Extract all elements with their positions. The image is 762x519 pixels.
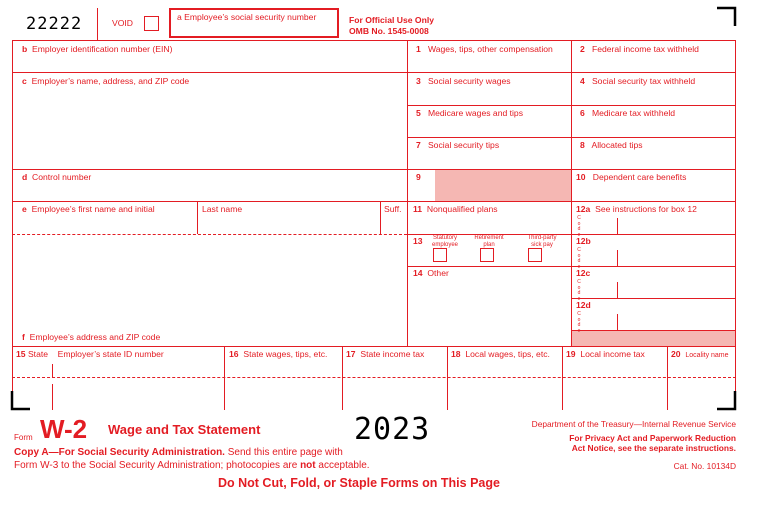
box-18-label: 18 Local wages, tips, etc. bbox=[451, 349, 550, 359]
box-5-label: 5 Medicare wages and tips bbox=[416, 108, 524, 118]
suffix-label: Suff. bbox=[384, 204, 402, 214]
box-3-label: 3 Social security wages bbox=[416, 76, 511, 86]
department-label: Department of the Treasury—Internal Revenue Service bbox=[531, 419, 736, 429]
box-10-label: 10 Dependent care benefits bbox=[576, 172, 687, 182]
box-12d-label: 12d bbox=[576, 300, 591, 310]
statutory-employee-label: Statutory employee bbox=[431, 235, 458, 248]
box-f-label: f Employee’s address and ZIP code bbox=[22, 332, 161, 342]
code-12b: C o d e bbox=[577, 247, 581, 270]
control-code: 22222 bbox=[26, 14, 83, 34]
box-7-label: 7 Social security tips bbox=[416, 140, 500, 150]
official-use-label: For Official Use Only bbox=[349, 15, 435, 25]
box-d-label: d Control number bbox=[22, 172, 92, 182]
box-14-label: 14 Other bbox=[413, 268, 449, 278]
ssn-box[interactable] bbox=[169, 8, 339, 38]
box-11-label: 11 Nonqualified plans bbox=[413, 204, 498, 214]
box-b-label: b Employer identification number (EIN) bbox=[22, 44, 173, 54]
box-12c-label: 12c bbox=[576, 268, 591, 278]
corner-mark-bottom-left bbox=[10, 391, 30, 411]
code-12a: C o d e bbox=[577, 215, 581, 238]
catalog-number: Cat. No. 10134D bbox=[673, 461, 736, 471]
box-9-shade bbox=[435, 170, 571, 201]
corner-mark-top-right bbox=[717, 6, 737, 26]
privacy-notice-1: For Privacy Act and Paperwork Reduction bbox=[569, 433, 736, 443]
box-e-label: e Employee’s first name and initial bbox=[22, 204, 155, 214]
statutory-employee-checkbox[interactable] bbox=[433, 248, 447, 262]
tax-year: 2023 bbox=[354, 412, 431, 447]
box-9-label: 9 bbox=[416, 172, 421, 182]
box-17-label: 17 State income tax bbox=[346, 349, 425, 359]
third-party-sick-pay-checkbox[interactable] bbox=[528, 248, 542, 262]
copy-a-line-2: Form W-3 to the Social Security Administration; photocopies are not acceptable. bbox=[14, 460, 370, 471]
box-8-label: 8 Allocated tips bbox=[580, 140, 643, 150]
box-4-label: 4 Social security tax withheld bbox=[580, 76, 696, 86]
box-1-label: 1 Wages, tips, other compensation bbox=[416, 44, 553, 54]
box-12b-label: 12b bbox=[576, 236, 591, 246]
omb-number: OMB No. 1545-0008 bbox=[349, 26, 429, 36]
retirement-plan-checkbox[interactable] bbox=[480, 248, 494, 262]
corner-mark-bottom-right bbox=[717, 391, 737, 411]
form-name: W-2 bbox=[40, 414, 88, 444]
privacy-notice-2: Act Notice, see the separate instructions. bbox=[571, 443, 736, 453]
retirement-plan-label: Retirement plan bbox=[474, 235, 504, 248]
code-12c: C o d e bbox=[577, 279, 581, 302]
box-c-label: c Employer’s name, address, and ZIP code bbox=[22, 76, 190, 86]
box-15-label: 15 State Employer’s state ID number bbox=[16, 349, 164, 359]
box-12a-label: 12a See instructions for box 12 bbox=[576, 204, 697, 214]
control-code-box bbox=[12, 8, 97, 40]
box-16-label: 16 State wages, tips, etc. bbox=[229, 349, 328, 359]
form-title: Wage and Tax Statement bbox=[108, 422, 261, 437]
last-name-label: Last name bbox=[202, 204, 243, 214]
box-2-label: 2 Federal income tax withheld bbox=[580, 44, 699, 54]
third-party-sick-pay-label: Third-party sick pay bbox=[527, 235, 557, 248]
box-19-label: 19 Local income tax bbox=[566, 349, 645, 359]
box-13-label: 13 bbox=[413, 236, 423, 246]
void-checkbox[interactable] bbox=[144, 16, 159, 31]
copy-a-line-1: Copy A—For Social Security Administration. Send this entire page with bbox=[14, 447, 343, 458]
box-12-shade bbox=[572, 331, 735, 346]
form-word: Form bbox=[14, 433, 33, 442]
box-6-label: 6 Medicare tax withheld bbox=[580, 108, 676, 118]
code-12d: C o d e bbox=[577, 311, 581, 334]
do-not-cut-warning: Do Not Cut, Fold, or Staple Forms on This Page bbox=[218, 476, 500, 490]
ssn-label: a Employee’s social security number bbox=[177, 12, 317, 22]
void-label: VOID bbox=[112, 18, 134, 28]
box-20-label: 20 Locality name bbox=[671, 349, 729, 359]
w2-form bbox=[12, 8, 736, 410]
